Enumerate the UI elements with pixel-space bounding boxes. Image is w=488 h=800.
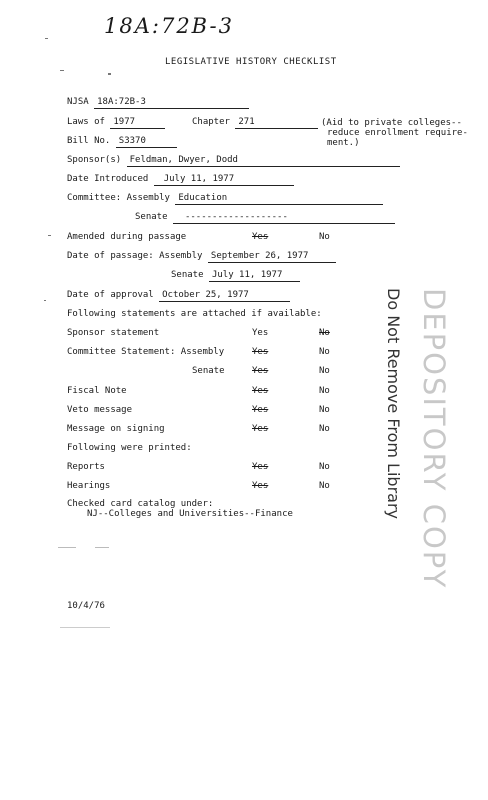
attached-no: No [319,366,330,376]
scan-speck [60,70,64,71]
sponsor-label: Sponsor(s) [67,155,122,165]
attached-label: Committee Statement: Assembly [67,347,225,357]
attached-yes: Yes [252,347,269,357]
page-title: LEGISLATIVE HISTORY CHECKLIST [165,57,337,67]
approval-value: October 25, 1977 [159,290,290,302]
committee-row [67,193,383,205]
attached-yes: Yes [252,366,269,376]
attached-yes: Yes [252,405,269,415]
description-line: ment.) [327,138,360,148]
njsa-row [67,97,249,109]
amended-no: No [319,232,330,242]
chapter-value: 271 [235,117,318,129]
attached-yes: Yes [252,328,269,338]
scan-speck [58,547,76,548]
scan-speck [108,73,111,75]
do-not-remove-stamp: Do Not Remove From Library [384,288,403,519]
passage-senate-label: Senate [171,270,204,280]
njsa-label: NJSA [67,97,89,107]
chapter-label: Chapter [192,117,230,127]
attached-label: Fiscal Note [67,386,127,396]
bill-description [321,118,468,148]
committee-senate-label: Senate [135,212,168,222]
attached-no: No [319,328,330,338]
chapter-row [192,117,318,129]
passage-assembly-value: September 26, 1977 [208,251,336,263]
printed-no: No [319,481,330,491]
date-introduced-row [67,174,294,186]
depository-copy-stamp: DEPOSITORY COPY [417,288,451,590]
bill-value: S3370 [116,136,177,148]
bill-label: Bill No. [67,136,111,146]
scan-speck [44,300,46,301]
description-line: reduce enrollment require- [327,128,468,138]
attached-label: Sponsor statement [67,328,160,338]
attached-label: Veto message [67,405,133,415]
attached-heading: Following statements are attached if available: [67,309,322,319]
printed-no: No [319,462,330,472]
laws-row [67,117,165,129]
catalog-label: Checked card catalog under: [67,499,214,509]
attached-label: Senate [192,366,225,376]
committee-assembly-value: Education [175,193,383,205]
amended-yes: Yes [252,232,269,242]
njsa-value: 18A:72B-3 [94,97,249,109]
printed-heading: Following were printed: [67,443,192,453]
amended-label: Amended during passage [67,232,187,242]
printed-yes: Yes [252,462,269,472]
description-line: (Aid to private colleges-- [321,118,462,128]
passage-assembly-label: Assembly [159,251,203,261]
passage-row [67,251,336,263]
sponsor-value: Feldman, Dwyer, Dodd [127,155,400,167]
handwritten-reference: 18A:72B-3 [104,14,234,38]
passage-label: Date of passage: [67,251,154,261]
committee-senate-row [135,212,395,224]
bill-row [67,136,177,148]
date-introduced-value: July 11, 1977 [154,174,294,186]
sponsor-row [67,155,400,167]
catalog-value: NJ--Colleges and Universities--Finance [87,509,293,519]
laws-value: 1977 [110,117,165,129]
printed-yes: Yes [252,481,269,491]
approval-row [67,290,290,302]
attached-no: No [319,405,330,415]
attached-no: No [319,386,330,396]
laws-label: Laws of [67,117,105,127]
approval-label: Date of approval [67,290,154,300]
attached-no: No [319,424,330,434]
scan-speck [60,627,110,628]
committee-label: Committee: [67,193,122,203]
printed-label: Reports [67,462,105,472]
committee-senate-value: ------------------- [173,212,395,224]
passage-senate-value: July 11, 1977 [209,270,300,282]
scan-speck [48,235,51,236]
footer-date: 10/4/76 [67,601,105,611]
printed-label: Hearings [67,481,111,491]
committee-assembly-label: Assembly [126,193,170,203]
attached-no: No [319,347,330,357]
attached-label: Message on signing [67,424,165,434]
attached-yes: Yes [252,386,269,396]
scan-speck [95,547,109,548]
passage-senate-row [171,270,300,282]
date-introduced-label: Date Introduced [67,174,149,184]
scan-speck [45,38,48,39]
attached-yes: Yes [252,424,269,434]
